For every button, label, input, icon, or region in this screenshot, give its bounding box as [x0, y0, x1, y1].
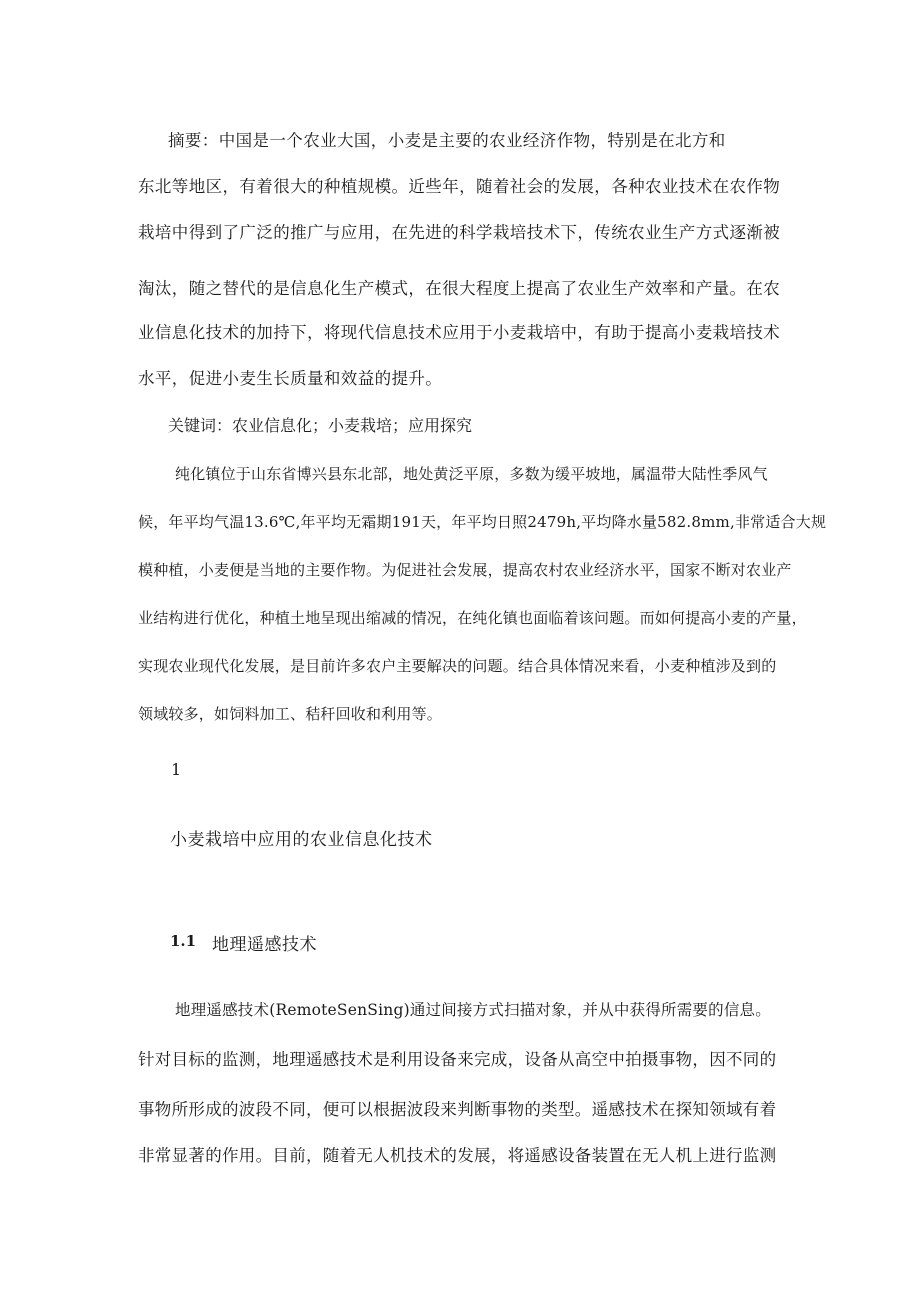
- abstract-line: 水平，促进小麦生长质量和效益的提升。: [138, 369, 443, 388]
- abstract-line: 东北等地区，有着很大的种植规模。近些年，随着社会的发展，各种农业技术在农作物: [138, 177, 781, 196]
- intro-line: 领域较多，如饲料加工、秸秆回收和利用等。: [138, 705, 443, 723]
- intro-line: 纯化镇位于山东省博兴县东北部，地处黄泛平原，多数为缓平坡地，属温带大陆性季风气: [175, 465, 768, 483]
- section-title: 小麦栽培中应用的农业信息化技术: [170, 830, 433, 850]
- abstract-line: 摘要：中国是一个农业大国，小麦是主要的农业经济作物，特别是在北方和: [168, 131, 726, 150]
- body-line: 事物所形成的波段不同，便可以根据波段来判断事物的类型。遥感技术在探知领域有着: [138, 1100, 777, 1119]
- body-line: 非常显著的作用。目前，随着无人机技术的发展，将遥感设备装置在无人机上进行监测: [138, 1146, 777, 1165]
- intro-line: 模种植，小麦便是当地的主要作物。为促进社会发展，提高农村农业经济水平，国家不断对农业产: [138, 561, 792, 579]
- intro-line: 候，年平均气温13.6℃,年平均无霜期191天，年平均日照2479h,平均降水量582.8mm,非常适合大规: [138, 513, 827, 531]
- body-line: 针对目标的监测，地理遥感技术是利用设备来完成，设备从高空中拍摄事物，因不同的: [138, 1050, 777, 1069]
- subsection-title: 地理遥感技术: [212, 935, 317, 955]
- intro-line: 业结构进行优化，种植土地呈现出缩减的情况，在纯化镇也面临着该问题。而如何提高小麦的产量，: [138, 609, 807, 627]
- abstract-line: 淘汰，随之替代的是信息化生产模式，在很大程度上提高了农业生产效率和产量。在农: [138, 279, 781, 298]
- body-line: 地理遥感技术(RemoteSenSing)通过间接方式扫描对象，并从中获得所需要的信息。: [175, 1001, 771, 1019]
- keywords: 关键词：农业信息化；小麦栽培；应用探究: [168, 416, 473, 435]
- section-number: 1: [171, 760, 182, 779]
- abstract-line: 业信息化技术的加持下，将现代信息技术应用于小麦栽培中，有助于提高小麦栽培技术: [138, 323, 781, 342]
- abstract-line: 栽培中得到了广泛的推广与应用，在先进的科学栽培技术下，传统农业生产方式逐渐被: [138, 223, 781, 242]
- intro-line: 实现农业现代化发展，是目前许多农户主要解决的问题。结合具体情况来看，小麦种植涉及到的: [138, 657, 777, 675]
- subsection-number: 1.1: [170, 932, 197, 950]
